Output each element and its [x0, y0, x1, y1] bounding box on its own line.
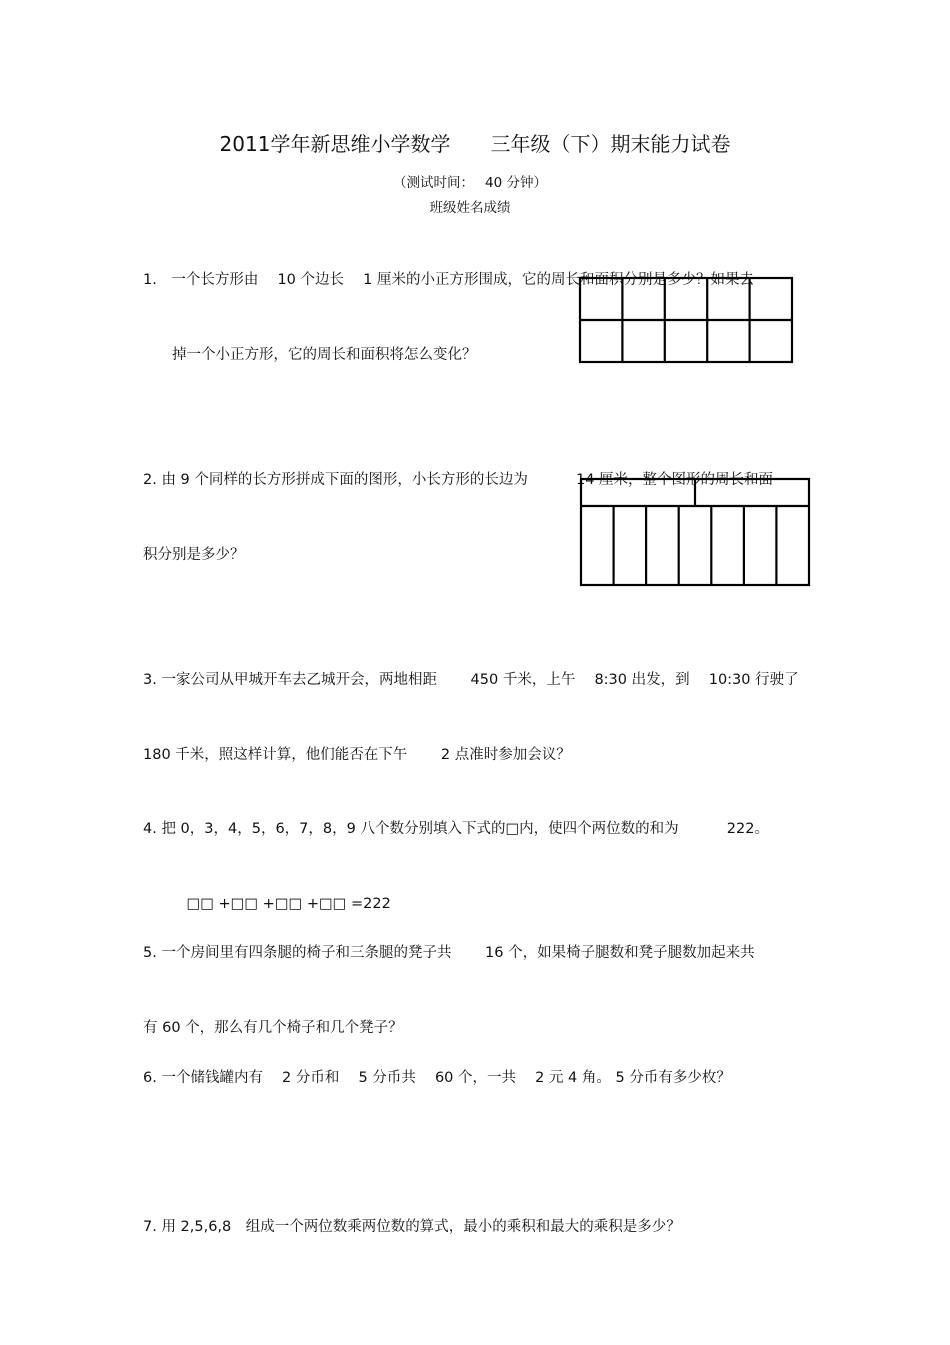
- student-info-line: 班级姓名成绩: [429, 200, 511, 216]
- question-4-line-1: 4. 把 0，3，4，5，6，7，8，9 八个数分别填入下式的□内，使四个两位数的和为 222。: [143, 821, 769, 837]
- question-7-line-1: 7. 用 2,5,6,8 组成一个两位数乘两位数的算式，最小的乘积和最大的乘积是多少？: [143, 1219, 681, 1235]
- question-7: [143, 1165, 681, 1265]
- figure-nine-rectangles: [579, 477, 812, 588]
- question-3-line-1: 3. 一家公司从甲城开车去乙城开会，两地相距 450 千米，上午 8:30 出发，到 10:30 行驶了: [143, 672, 799, 688]
- question-3-line-2: 180 千米，照这样计算，他们能否在下午 2 点准时参加会议？: [143, 747, 571, 763]
- question-6-line-1: 6. 一个储钱罐内有 2 分币和 5 分币共 60 个，一共 2 元 4 角。 5 分币有多少枚？: [143, 1070, 731, 1086]
- question-5-line-1: 5. 一个房间里有四条腿的椅子和三条腿的凳子共 16 个，如果椅子腿数和凳子腿数加起来共: [143, 945, 755, 961]
- question-2-line-2: 积分别是多少？: [143, 547, 245, 563]
- question-1-line-1: 1. 一个长方形由 10 个边长 1 厘米的小正方形围成，它的周长和面积分别是多少？如果去: [143, 272, 754, 288]
- question-5-line-2: 有 60 个，那么有几个椅子和几个凳子？: [143, 1020, 403, 1036]
- figure-2x5-squares: [578, 276, 796, 366]
- question-6: [143, 1016, 731, 1116]
- question-1-line-2: 掉一个小正方形，它的周长和面积将怎么变化？: [143, 347, 477, 363]
- test-time-note: （测试时间： 40 分钟）: [392, 175, 547, 191]
- question-4-equation: □□ +□□ +□□ +□□ =222: [143, 896, 391, 912]
- question-2-line-1: 2. 由 9 个同样的长方形拼成下面的图形，小长方形的长边为 14 厘米，整个图形的周长和面: [143, 472, 774, 488]
- page-title: 2011学年新思维小学数学 三年级（下）期末能力试卷: [219, 132, 731, 156]
